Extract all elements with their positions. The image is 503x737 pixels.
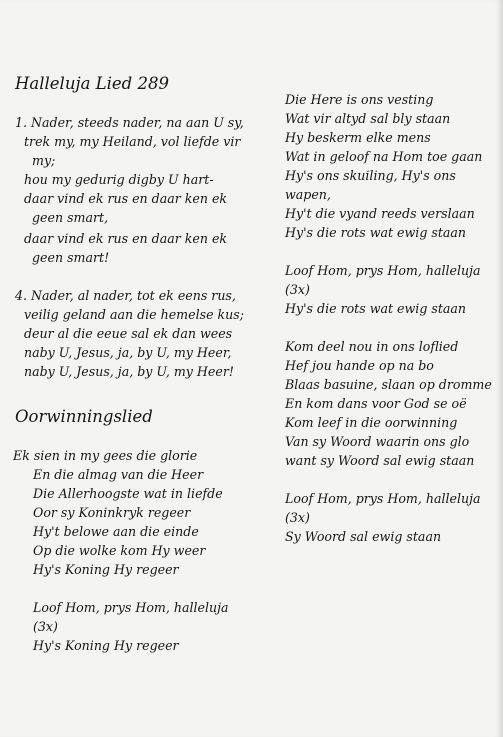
hymn-title-halleluja-lied: Halleluja Lied 289 (15, 74, 169, 93)
verse-line: Hy't die vyand reeds verslaan (285, 206, 475, 221)
verse-line: geen smart! (32, 250, 110, 265)
chorus-line: Loof Hom, prys Hom, halleluja (285, 491, 481, 506)
verse-line: Kom leef in die oorwinning (285, 415, 458, 430)
verse-line: Hy's die rots wat ewig staan (285, 225, 467, 240)
verse-line: En die almag van die Heer (33, 467, 204, 482)
verse-line: Hef jou hande op na bo (285, 358, 434, 373)
verse-line: deur al die eeue sal ek dan wees (24, 326, 233, 341)
verse-line: trek my, my Heiland, vol liefde vir (24, 134, 241, 149)
chorus-line: (3x) (33, 619, 58, 634)
chorus-line: (3x) (285, 510, 310, 525)
verse-line: En kom dans voor God se oë (285, 396, 467, 411)
verse-line: Oor sy Koninkryk regeer (33, 505, 191, 520)
verse-line: Van sy Woord waarin ons glo (285, 434, 470, 449)
verse-line: Die Allerhoogste wat in liefde (33, 486, 223, 501)
verse-line: Wat vir altyd sal bly staan (285, 111, 451, 126)
verse-line: Ek sien in my gees die glorie (13, 448, 198, 463)
chorus-line: Sy Woord sal ewig staan (285, 529, 442, 544)
verse-line: Wat in geloof na Hom toe gaan (285, 149, 483, 164)
chorus-line: Hy's die rots wat ewig staan (285, 301, 467, 316)
song-title-oorwinningslied: Oorwinningslied (15, 407, 153, 426)
verse-line: daar vind ek rus en daar ken ek (24, 231, 228, 246)
verse-line: 1. Nader, steeds nader, na aan U sy, (15, 115, 244, 130)
verse-line: Op die wolke kom Hy weer (33, 543, 206, 558)
verse-line: Hy's Koning Hy regeer (33, 562, 179, 577)
verse-line: veilig geland aan die hemelse kus; (24, 307, 244, 322)
verse-line: my; (32, 153, 56, 168)
verse-line: Hy's ons skuiling, Hy's ons (285, 168, 456, 183)
chorus-line: Hy's Koning Hy regeer (33, 638, 179, 653)
verse-line: naby U, Jesus, ja, by U, my Heer! (24, 364, 234, 379)
verse-line: naby U, Jesus, ja, by U, my Heer, (24, 345, 232, 360)
verse-line: want sy Woord sal ewig staan (285, 453, 475, 468)
verse-line: geen smart, (32, 210, 109, 225)
verse-line: daar vind ek rus en daar ken ek (24, 191, 228, 206)
chorus-line: Loof Hom, prys Hom, halleluja (285, 263, 481, 278)
verse-line: Hy't belowe aan die einde (33, 524, 199, 539)
verse-line: hou my gedurig digby U hart- (24, 172, 214, 187)
verse-line: Hy beskerm elke mens (285, 130, 431, 145)
verse-line: Blaas basuine, slaan op dromme (285, 377, 492, 392)
verse-line: Die Here is ons vesting (285, 92, 434, 107)
verse-line: Kom deel nou in ons loflied (285, 339, 459, 354)
verse-line: 4. Nader, al nader, tot ek eens rus, (15, 288, 236, 303)
chorus-line: Loof Hom, prys Hom, halleluja (33, 600, 229, 615)
verse-line: wapen, (285, 187, 331, 202)
chorus-line: (3x) (285, 282, 310, 297)
